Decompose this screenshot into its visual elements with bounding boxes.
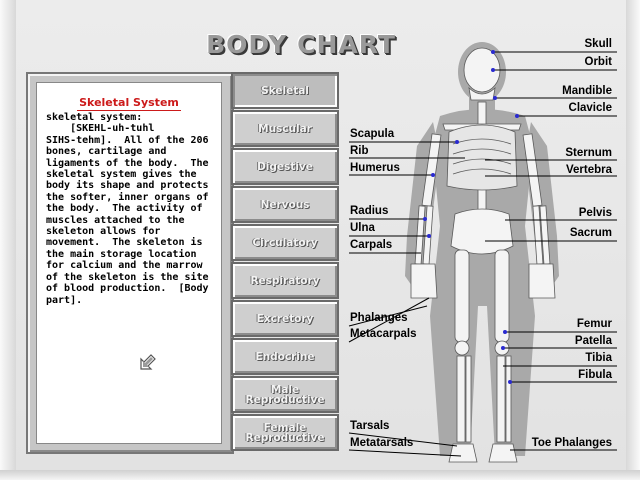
arrow-cursor-icon — [137, 349, 161, 373]
label-mandible[interactable]: Mandible — [562, 85, 612, 97]
label-tarsals[interactable]: Tarsals — [350, 420, 390, 432]
description-card — [36, 82, 222, 444]
nav-nervous-button[interactable] — [231, 186, 339, 223]
label-skull[interactable]: Skull — [584, 38, 612, 50]
nav-label: Excretory — [256, 312, 314, 325]
label-rib[interactable]: Rib — [350, 145, 369, 157]
label-metacarpals[interactable]: Metacarpals — [350, 328, 417, 340]
nav-label: Muscular — [258, 122, 312, 135]
nav-label: Endocrine — [255, 350, 315, 363]
label-femur[interactable]: Femur — [576, 318, 612, 330]
label-ulna[interactable]: Ulna — [350, 222, 375, 234]
label-humerus[interactable]: Humerus — [350, 162, 400, 174]
label-clavicle[interactable]: Clavicle — [568, 102, 612, 114]
nav-label: Male Reproductive — [245, 383, 325, 406]
nav-label: Nervous — [260, 198, 310, 211]
label-toe-phalanges[interactable]: Toe Phalanges — [531, 437, 612, 449]
description-heading: Skeletal System — [79, 96, 179, 109]
label-phalanges[interactable]: Phalanges — [350, 312, 408, 324]
nav-excretory-button[interactable] — [231, 300, 339, 337]
nav-label: Circulatory — [252, 236, 318, 249]
description-heading-wrap — [37, 91, 221, 110]
label-tibia[interactable]: Tibia — [585, 352, 612, 364]
label-metatarsals[interactable]: Metatarsals — [350, 437, 414, 449]
nav-label: Digestive — [257, 160, 313, 173]
label-sacrum[interactable]: Sacrum — [569, 227, 612, 239]
skeleton-illustration — [345, 36, 620, 468]
window-edge-right — [626, 0, 640, 480]
nav-skeletal-button[interactable] — [231, 72, 339, 109]
description-text: skeletal system: [SKEHL-uh-tuhl SIHS-tehm]. All of the 206 bones, cartilage and ligaments of the body. The skeletal system gives the body its shape and protects the softer, inner organs of the body. The activity of muscles attached to the skeleton allows for movement. The skeleton is the main storage location for calcium and the marrow of the skeleton is the site of blood production. [Body part]. — [46, 112, 209, 306]
label-patella[interactable]: Patella — [574, 335, 612, 347]
nav-endocrine-button[interactable] — [231, 338, 339, 375]
nav-circulatory-button[interactable] — [231, 224, 339, 261]
nav-respiratory-button[interactable] — [231, 262, 339, 299]
label-vertebra[interactable]: Vertebra — [565, 164, 612, 176]
label-scapula[interactable]: Scapula — [350, 128, 395, 140]
label-orbit[interactable]: Orbit — [584, 56, 612, 68]
label-fibula[interactable]: Fibula — [578, 369, 612, 381]
window-edge-bottom — [0, 470, 640, 480]
skeleton-chart — [345, 36, 620, 468]
nav-female-reproductive-button[interactable] — [231, 414, 339, 451]
nav-digestive-button[interactable] — [231, 148, 339, 185]
label-carpals[interactable]: Carpals — [350, 239, 393, 251]
nav-label: Female Reproductive — [245, 421, 325, 444]
nav-label: Skeletal — [261, 84, 309, 97]
nav-male-reproductive-button[interactable] — [231, 376, 339, 413]
nav-label: Respiratory — [250, 274, 320, 287]
label-sternum[interactable]: Sternum — [565, 147, 612, 159]
window-edge-left — [0, 0, 16, 480]
page-title: BODY CHART — [206, 30, 396, 59]
description-panel — [26, 72, 234, 454]
label-pelvis[interactable]: Pelvis — [578, 207, 612, 219]
nav-muscular-button[interactable] — [231, 110, 339, 147]
label-radius[interactable]: Radius — [350, 205, 389, 217]
